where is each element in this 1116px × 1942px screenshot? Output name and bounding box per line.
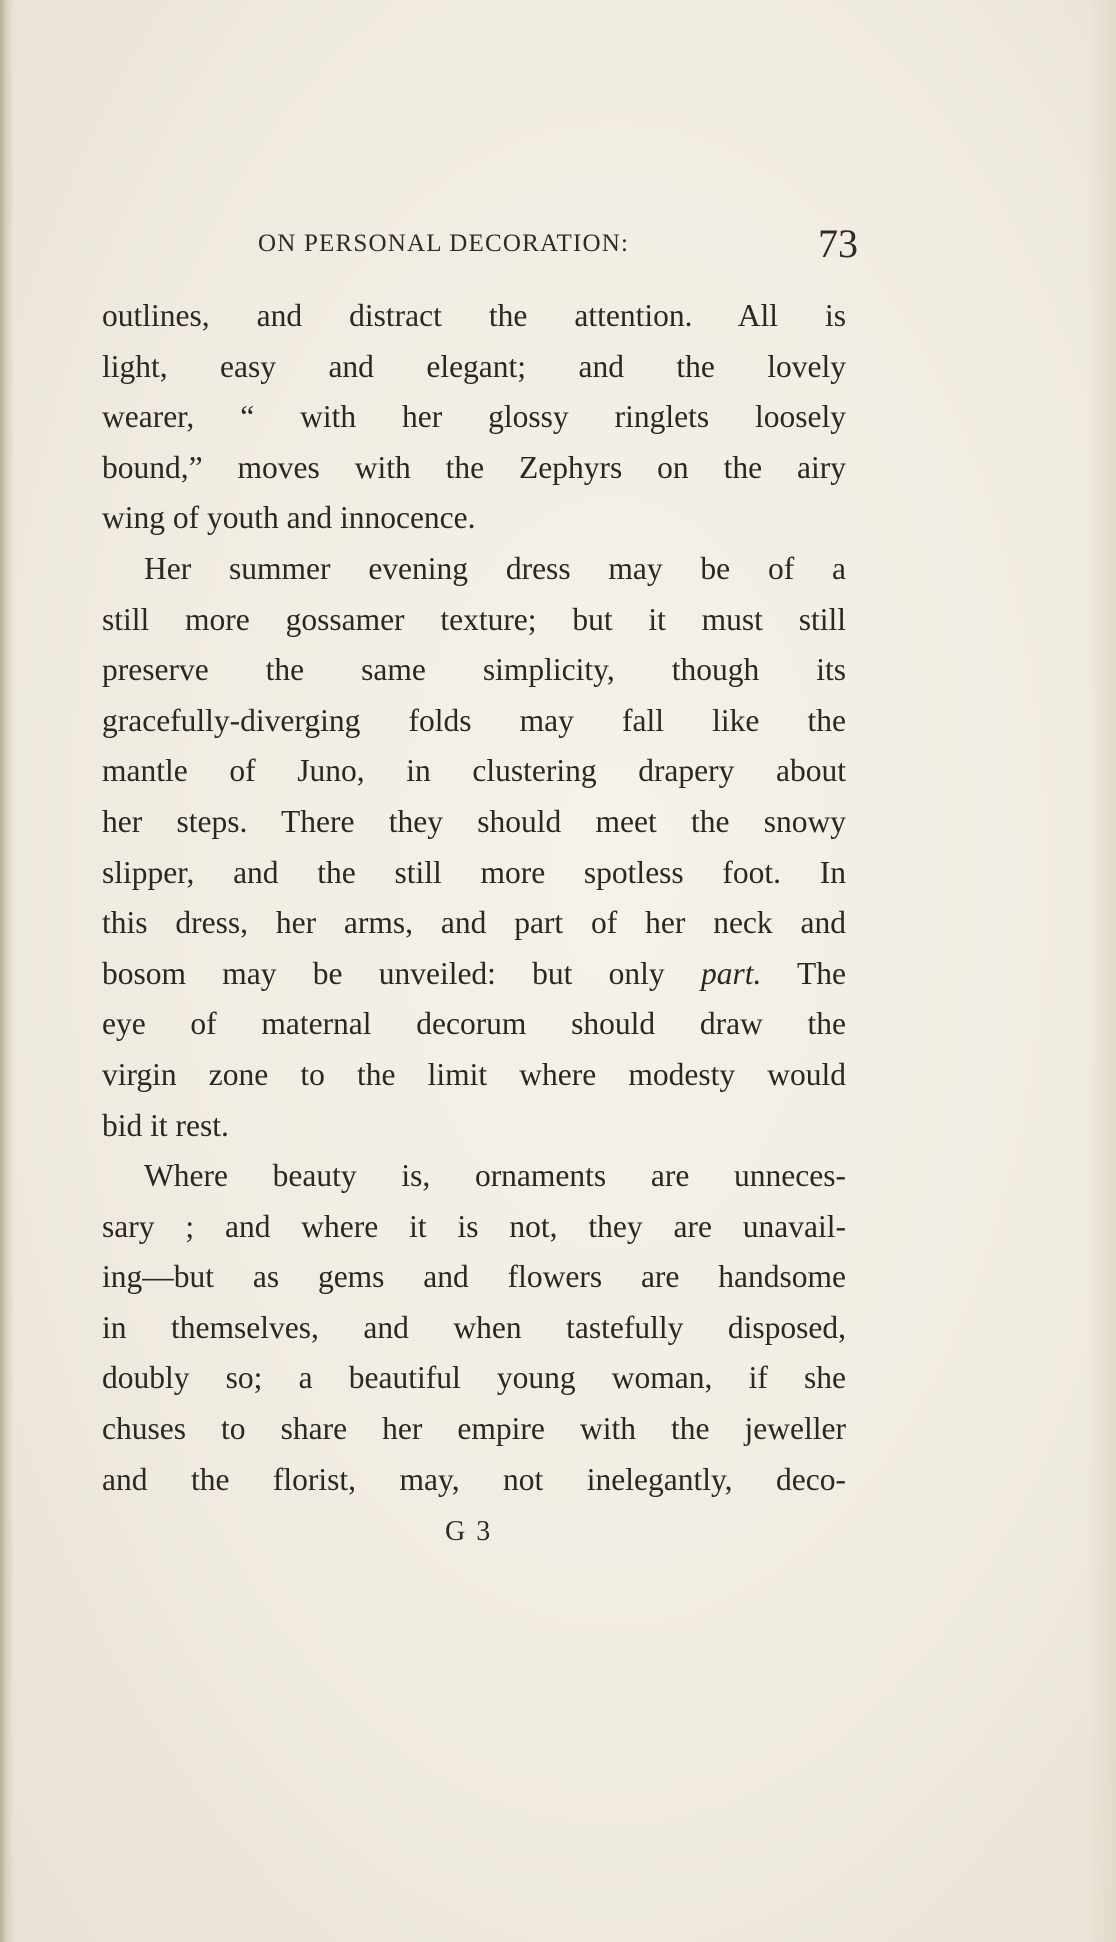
text-line: ing—but as gems and flowers are handsome <box>102 1259 846 1295</box>
text-line: bid it rest. <box>102 1107 229 1143</box>
page-number: 73 <box>818 221 858 266</box>
signature-mark: G 3 <box>445 1516 493 1547</box>
text-line: wing of youth and innocence. <box>102 500 476 536</box>
text-line: wearer, “ with her glossy ringlets loosely <box>102 399 846 435</box>
text-line: bound,” moves with the Zephyrs on the airy <box>102 449 846 485</box>
text-line: mantle of Juno, in clustering drapery about <box>102 753 846 789</box>
text-line: virgin zone to the limit where modesty would <box>102 1056 846 1092</box>
paragraph-start-line: Her summer evening dress may be of a <box>144 550 846 586</box>
text-line: eye of maternal decorum should draw the <box>102 1006 846 1042</box>
body-text <box>102 291 846 1505</box>
text-line: this dress, her arms, and part of her neck and <box>102 905 846 941</box>
running-head <box>258 221 858 268</box>
text-line: sary ; and where it is not, they are unavail- <box>102 1208 846 1244</box>
text-segment: bosom may be unveiled: but only <box>102 955 665 991</box>
text-line: doubly so; a beautiful young woman, if she <box>102 1360 846 1396</box>
text-line: gracefully-diverging folds may fall like the <box>102 702 846 738</box>
text-line: in themselves, and when tastefully disposed, <box>102 1309 846 1345</box>
page-edge <box>1086 0 1116 1942</box>
running-head-title: ON PERSONAL DECORATION: <box>258 230 630 257</box>
text-line: still more gossamer texture; but it must still <box>102 601 846 637</box>
text-line-mixed <box>102 949 846 1000</box>
text-line: slipper, and the still more spotless foot. In <box>102 854 846 890</box>
text-line: and the florist, may, not inelegantly, deco- <box>102 1461 846 1497</box>
text-line: chuses to share her empire with the jeweller <box>102 1411 846 1447</box>
text-line: outlines, and distract the attention. All is <box>102 298 846 333</box>
text-line: preserve the same simplicity, though its <box>102 652 846 688</box>
paragraph-start-line: Where beauty is, ornaments are unneces- <box>144 1158 846 1194</box>
text-line: light, easy and elegant; and the lovely <box>102 348 846 384</box>
text-segment: The <box>797 955 846 991</box>
spine-shadow <box>0 0 14 1942</box>
italic-word: part. <box>700 955 762 991</box>
text-line: her steps. There they should meet the snowy <box>102 803 846 839</box>
